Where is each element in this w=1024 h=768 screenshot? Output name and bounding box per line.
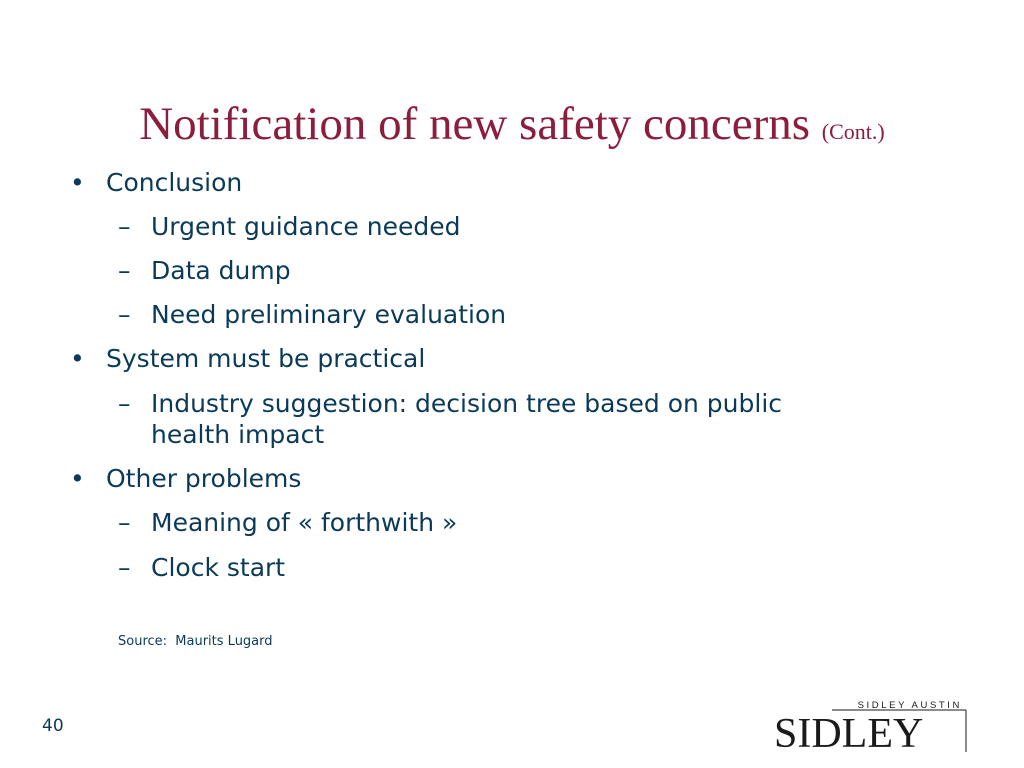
dash-marker: – (118, 212, 131, 241)
sub-bullet-item: Industry suggestion: decision tree based on public (151, 389, 783, 418)
page-number: 40 (42, 716, 64, 736)
sub-bullet-item-continuation: health impact (151, 420, 325, 449)
logo-main-text (774, 711, 923, 754)
source-citation: Source: Maurits Lugard (118, 634, 273, 649)
dash-marker: – (118, 553, 131, 582)
sub-bullet-item: Data dump (151, 256, 291, 285)
dash-marker: – (118, 256, 131, 285)
dash-marker: – (118, 508, 131, 537)
bullet-item-conclusion: Conclusion (106, 168, 243, 197)
sub-bullet-item: Need preliminary evaluation (151, 300, 507, 329)
sub-bullet-item: Urgent guidance needed (151, 212, 461, 241)
logo-main-text-content: SIDLEY (774, 711, 924, 754)
logo-top-text: SIDLEY AUSTIN (857, 700, 962, 711)
dash-marker: – (118, 300, 131, 329)
bullet-item-system: System must be practical (106, 344, 426, 373)
slide-title-text: Notification of new safety concerns (139, 98, 811, 150)
slide-title-suffix: (Cont.) (821, 119, 885, 144)
bullet-marker: • (70, 464, 85, 493)
sub-bullet-item: Clock start (151, 553, 286, 582)
dash-marker: – (118, 389, 131, 418)
sub-bullet-item: Meaning of « forthwith » (151, 508, 458, 537)
bullet-marker: • (70, 168, 85, 197)
bullet-item-other-problems: Other problems (106, 464, 302, 493)
bullet-marker: • (70, 344, 85, 373)
sidley-austin-logo (774, 696, 974, 754)
